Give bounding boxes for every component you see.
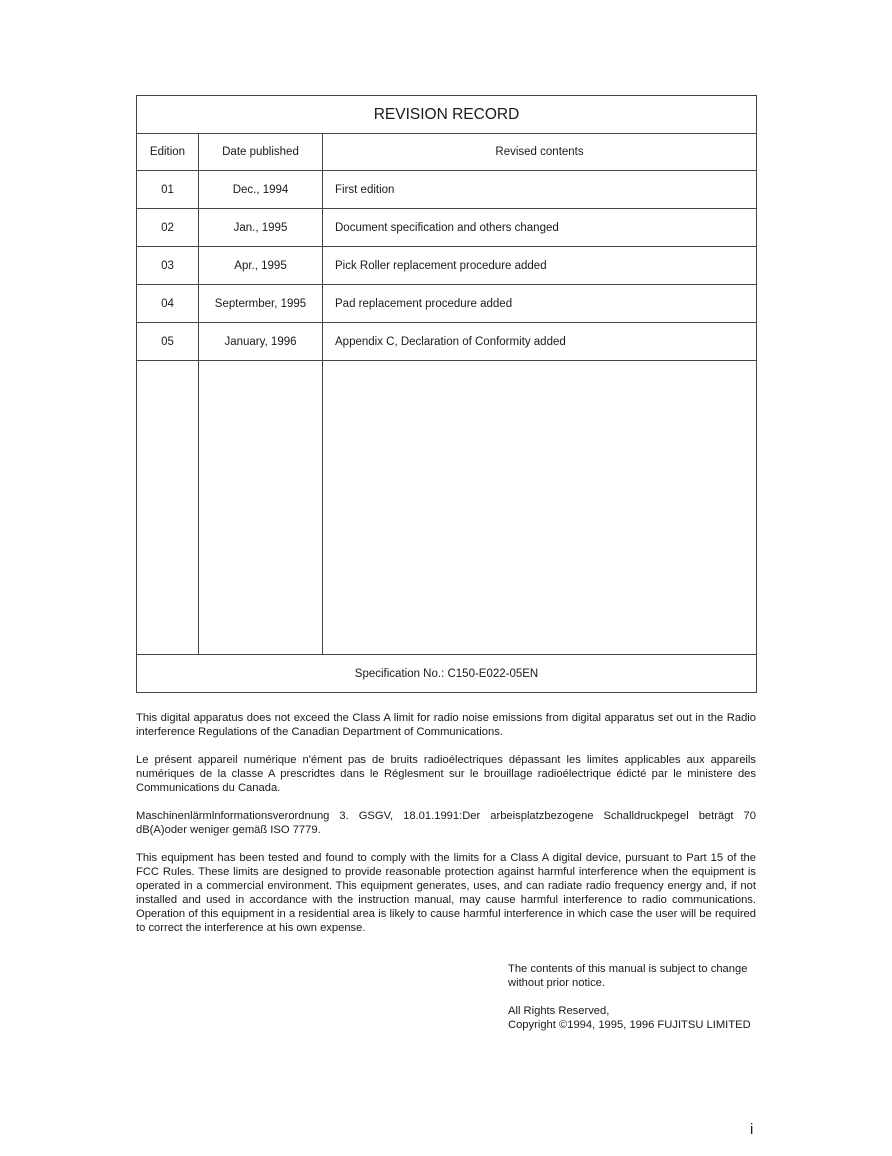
change-notice [508,962,768,990]
header-revised-contents: Revised contents [323,134,757,171]
edition-cell: 01 [137,171,199,209]
contents-cell: Document specification and others changed [323,209,757,247]
table-row [137,171,757,209]
table-row [137,209,757,247]
edition-cell: 05 [137,323,199,361]
rights-block [508,962,768,1046]
change-notice-line2: without prior notice. [508,977,606,989]
date-cell: January, 1996 [199,323,323,361]
date-cell: Apr., 1995 [199,247,323,285]
canada-notice-en: This digital apparatus does not exceed the Class A limit for radio noise emissions from digital apparatus set out in the Radio interference Regulations of the Canadian Department of Communications. [136,712,756,738]
header-edition: Edition [137,134,199,171]
date-cell: Septermber, 1995 [199,285,323,323]
page-number: i [750,1121,754,1138]
specification-number: Specification No.: C150-E022-05EN [137,655,757,693]
contents-cell: Appendix C, Declaration of Conformity added [323,323,757,361]
revision-record-table [136,95,757,693]
table-row [137,247,757,285]
table-row [137,285,757,323]
edition-cell: 02 [137,209,199,247]
change-notice-line1: The contents of this manual is subject to change [508,963,748,975]
date-cell: Dec., 1994 [199,171,323,209]
table-row [137,323,757,361]
date-cell: Jan., 1995 [199,209,323,247]
revision-record-title: REVISION RECORD [137,96,757,134]
edition-cell: 03 [137,247,199,285]
blank-table-row [137,361,757,655]
canada-notice-fr: Le présent appareil numérique n'ément pas de bruits radioélectriques dépassant les limites applicables aux appareils numériques de la classe A prescridtes dans le Réglesment sur le brouillage radioélectrique édicté par le ministere des Communications du Canada. [136,754,756,794]
edition-cell: 04 [137,285,199,323]
contents-cell: Pick Roller replacement procedure added [323,247,757,285]
contents-cell: Pad replacement procedure added [323,285,757,323]
blank-cell [199,361,323,655]
blank-cell [323,361,757,655]
all-rights-reserved: All Rights Reserved, [508,1005,610,1017]
table-header-row [137,134,757,171]
copyright-notice [508,1004,768,1032]
fcc-notice: This equipment has been tested and found to comply with the limits for a Class A digital device, pursuant to Part 15 of the FCC Rules. These limits are designed to provide reasonable protection against harmful interference when the equipment is operated in a commercial environment. This equipment generates, uses, and can radiate radio frequency energy and, if not installed and used in accordance with the instruction manual, may cause harmful interference to radio communications. Operation of this equipment in a residential area is likely to cause harmful interference in which case the user will be required to correct the interference at his own expense. [136,852,756,934]
contents-cell: First edition [323,171,757,209]
header-date-published: Date published [199,134,323,171]
blank-cell [137,361,199,655]
regulatory-notices [136,711,756,949]
german-noise-notice: Maschinenlärmlnformationsverordnung 3. GSGV, 18.01.1991:Der arbeisplatzbezogene Schalldruckpegel beträgt 70 dB(A)oder weniger gemäß ISO 7779. [136,810,756,836]
copyright-line: Copyright ©1994, 1995, 1996 FUJITSU LIMITED [508,1019,751,1031]
